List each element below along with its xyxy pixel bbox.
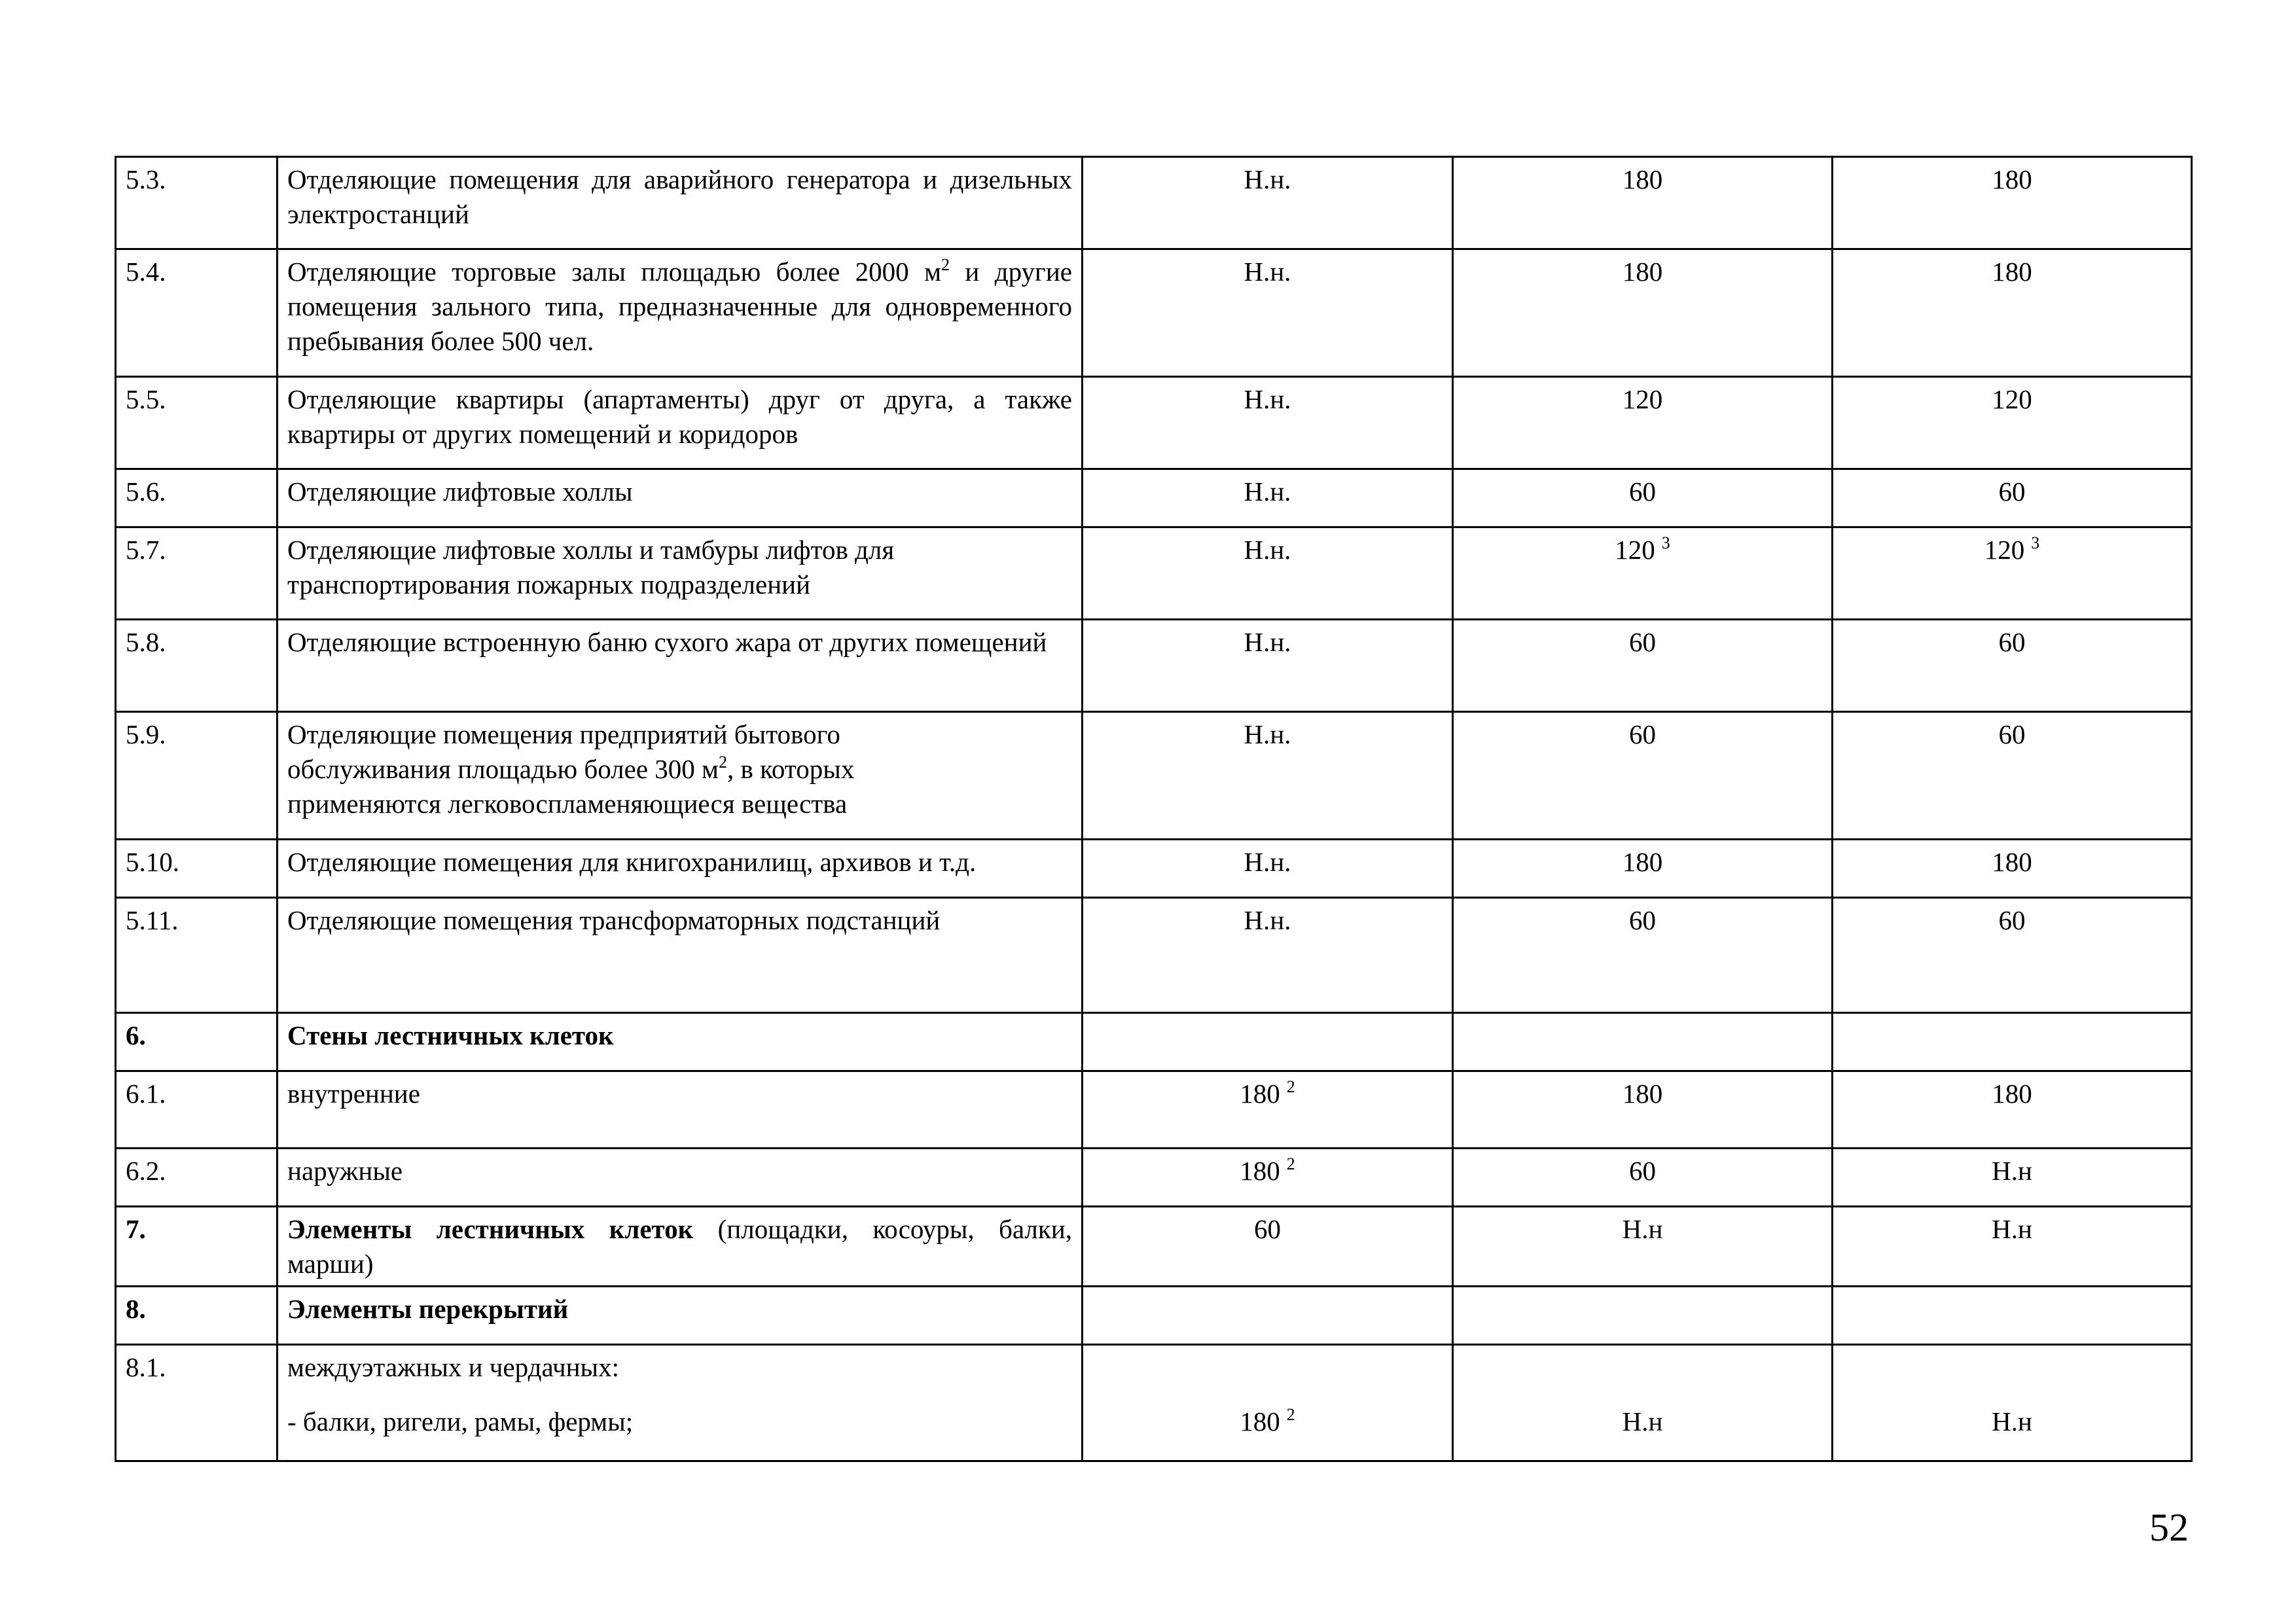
row-number: 5.6. bbox=[116, 469, 278, 527]
description-text: обслуживания площадью более 300 м bbox=[287, 754, 719, 784]
value-col-2: 60 bbox=[1453, 712, 1833, 840]
table-row bbox=[116, 712, 2192, 840]
value-col-2: 180 bbox=[1453, 1071, 1833, 1149]
row-description: Отделяющие помещения для аварийного генератора и дизельных электростанций bbox=[278, 157, 1083, 249]
value-col-3: 180 bbox=[1833, 249, 2192, 377]
value-text: 180 bbox=[1240, 1156, 1280, 1186]
section-title: Стены лестничных клеток bbox=[287, 1020, 614, 1050]
value-col-2: 60 bbox=[1453, 620, 1833, 712]
row-description: наружные bbox=[278, 1149, 1083, 1207]
footnote-marker: 3 bbox=[2031, 533, 2040, 552]
row-number: 5.3. bbox=[116, 157, 278, 249]
row-number: 6.1. bbox=[116, 1071, 278, 1149]
line-spacer bbox=[1092, 1350, 1443, 1404]
table-row bbox=[116, 157, 2192, 249]
row-description: Отделяющие квартиры (апартаменты) друг от друга, а также квартиры от других помещений и коридоров bbox=[278, 377, 1083, 469]
table-row bbox=[116, 620, 2192, 712]
row-number: 5.9. bbox=[116, 712, 278, 840]
value-col-2: 60 bbox=[1453, 469, 1833, 527]
description-text: , в которых bbox=[726, 754, 855, 784]
superscript: 2 bbox=[718, 753, 727, 772]
row-number: 6.2. bbox=[116, 1149, 278, 1207]
row-description bbox=[278, 1013, 1083, 1071]
row-number: 8.1. bbox=[116, 1345, 278, 1461]
value-col-3: 60 bbox=[1833, 620, 2192, 712]
value-col-1: Н.н. bbox=[1083, 527, 1453, 620]
line-spacer bbox=[1463, 1350, 1822, 1404]
row-description: внутренние bbox=[278, 1071, 1083, 1149]
value-col-3 bbox=[1833, 1345, 2192, 1461]
table-row bbox=[116, 527, 2192, 620]
value-col-3: 180 bbox=[1833, 840, 2192, 898]
line-spacer bbox=[287, 1385, 1072, 1404]
description-text: (площадки, косоуры, балки, марши) bbox=[287, 1214, 1073, 1279]
footnote-marker: 2 bbox=[1286, 1405, 1295, 1424]
value-col-1: Н.н. bbox=[1083, 249, 1453, 377]
value-col-1: Н.н. bbox=[1083, 469, 1453, 527]
table-row bbox=[116, 377, 2192, 469]
value-col-1: Н.н. bbox=[1083, 840, 1453, 898]
value-col-2: 180 bbox=[1453, 157, 1833, 249]
value-col-1: Н.н. bbox=[1083, 712, 1453, 840]
description-line bbox=[287, 752, 1072, 787]
description-line: применяются легковоспламеняющиеся вещества bbox=[287, 789, 848, 819]
row-number: 5.8. bbox=[116, 620, 278, 712]
value-text: 120 bbox=[1984, 535, 2025, 565]
value-text: 180 bbox=[1240, 1079, 1280, 1109]
value-col-2: 60 bbox=[1453, 1149, 1833, 1207]
value-col-1: 60 bbox=[1083, 1207, 1453, 1287]
row-description: Отделяющие помещения трансформаторных подстанций bbox=[278, 898, 1083, 1013]
value-col-1 bbox=[1083, 1149, 1453, 1207]
row-description bbox=[278, 1345, 1083, 1461]
row-number: 5.10. bbox=[116, 840, 278, 898]
page-number: 52 bbox=[2149, 1506, 2189, 1549]
row-description bbox=[278, 1207, 1083, 1287]
superscript: 2 bbox=[941, 255, 950, 274]
line-spacer bbox=[1842, 1350, 2181, 1404]
value-col-3 bbox=[1833, 527, 2192, 620]
description-line: - балки, ригели, рамы, фермы; bbox=[287, 1406, 634, 1436]
value-col-2 bbox=[1453, 1013, 1833, 1071]
value-col-1: Н.н. bbox=[1083, 377, 1453, 469]
value-col-1: Н.н. bbox=[1083, 898, 1453, 1013]
value-col-3 bbox=[1833, 1287, 2192, 1345]
section-row bbox=[116, 1013, 2192, 1071]
value-col-3: 180 bbox=[1833, 157, 2192, 249]
value-col-2: 120 bbox=[1453, 377, 1833, 469]
value-col-3: 120 bbox=[1833, 377, 2192, 469]
table-row bbox=[116, 840, 2192, 898]
value-col-2: 180 bbox=[1453, 249, 1833, 377]
value-text: 180 bbox=[1240, 1406, 1280, 1436]
value-col-1 bbox=[1083, 1287, 1453, 1345]
row-description bbox=[278, 1287, 1083, 1345]
value-col-2: 180 bbox=[1453, 840, 1833, 898]
footnote-marker: 3 bbox=[1661, 533, 1670, 552]
value-col-2 bbox=[1453, 527, 1833, 620]
value-col-3: Н.н bbox=[1833, 1149, 2192, 1207]
description-line: Отделяющие помещения предприятий бытового bbox=[287, 719, 840, 749]
table-row bbox=[116, 469, 2192, 527]
value-text: 120 bbox=[1615, 535, 1655, 565]
value-col-3: 60 bbox=[1833, 469, 2192, 527]
table-row bbox=[116, 249, 2192, 377]
row-description: Отделяющие лифтовые холлы bbox=[278, 469, 1083, 527]
section-title: Элементы лестничных клеток bbox=[287, 1214, 694, 1244]
value-col-2 bbox=[1453, 1287, 1833, 1345]
footnote-marker: 2 bbox=[1286, 1154, 1295, 1173]
row-description: Отделяющие лифтовые холлы и тамбуры лифтов для транспортирования пожарных подразделений bbox=[278, 527, 1083, 620]
value-col-2: 60 bbox=[1453, 898, 1833, 1013]
row-number: 8. bbox=[116, 1287, 278, 1345]
row-number: 6. bbox=[116, 1013, 278, 1071]
value-col-2: Н.н bbox=[1453, 1207, 1833, 1287]
value-col-1 bbox=[1083, 1013, 1453, 1071]
value-col-1: Н.н. bbox=[1083, 157, 1453, 249]
table-row bbox=[116, 1149, 2192, 1207]
value-col-3 bbox=[1833, 1013, 2192, 1071]
value-text: Н.н bbox=[1992, 1406, 2032, 1436]
row-number: 5.5. bbox=[116, 377, 278, 469]
row-description: Отделяющие помещения для книгохранилищ, архивов и т.д. bbox=[278, 840, 1083, 898]
value-col-1 bbox=[1083, 1345, 1453, 1461]
value-col-3: 180 bbox=[1833, 1071, 2192, 1149]
table-row bbox=[116, 1071, 2192, 1149]
row-description: Отделяющие встроенную баню сухого жара от других помещений bbox=[278, 620, 1083, 712]
description-text: Отделяющие торговые залы площадью более 2000 м bbox=[287, 257, 942, 287]
requirements-table bbox=[115, 156, 2193, 1462]
value-col-1: Н.н. bbox=[1083, 620, 1453, 712]
section-title: Элементы перекрытий bbox=[287, 1294, 569, 1324]
section-row bbox=[116, 1287, 2192, 1345]
row-description bbox=[278, 249, 1083, 377]
table-row bbox=[116, 898, 2192, 1013]
value-text: Н.н bbox=[1622, 1406, 1663, 1436]
value-col-3: 60 bbox=[1833, 712, 2192, 840]
row-number: 5.7. bbox=[116, 527, 278, 620]
row-number: 5.11. bbox=[116, 898, 278, 1013]
row-number: 5.4. bbox=[116, 249, 278, 377]
description-text: и другие помещения зального типа, предназначенные для одновременного пребывания более 500 чел. bbox=[287, 257, 1072, 356]
value-col-1 bbox=[1083, 1071, 1453, 1149]
row-description bbox=[278, 712, 1083, 840]
table-row bbox=[116, 1345, 2192, 1461]
section-row bbox=[116, 1207, 2192, 1287]
description-line: междуэтажных и чердачных: bbox=[287, 1352, 619, 1382]
value-col-3: 60 bbox=[1833, 898, 2192, 1013]
value-col-3: Н.н bbox=[1833, 1207, 2192, 1287]
value-col-2 bbox=[1453, 1345, 1833, 1461]
footnote-marker: 2 bbox=[1286, 1077, 1295, 1096]
row-number: 7. bbox=[116, 1207, 278, 1287]
